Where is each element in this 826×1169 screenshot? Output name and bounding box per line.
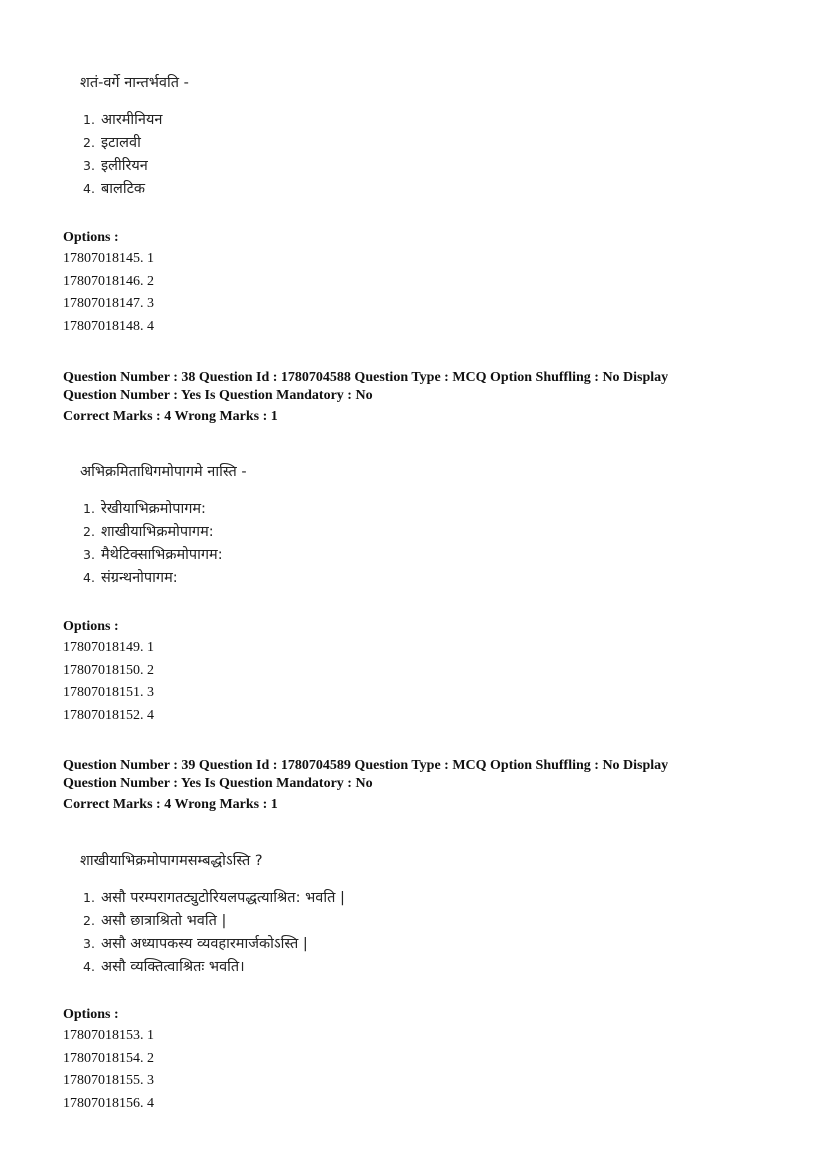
option-id: 17807018145. 1 bbox=[63, 251, 154, 266]
choice-item: 3. असौ अध्यापकस्य व्यवहारमार्जकोऽस्ति | bbox=[83, 936, 308, 952]
choice-item: 1. रेखीयाभिक्रमोपागम: bbox=[83, 501, 206, 517]
question-meta-line: Question Number : 38 Question Id : 1780704588 Question Type : MCQ Option Shuffling : No Display bbox=[63, 370, 669, 385]
choice-item: 3. इलीरियन bbox=[83, 158, 148, 174]
option-id: 17807018149. 1 bbox=[63, 640, 154, 655]
choice-item: 2. शाखीयाभिक्रमोपागम: bbox=[83, 524, 214, 540]
choice-item: 2. इटालवी bbox=[83, 135, 141, 151]
options-list bbox=[63, 1025, 154, 1115]
option-id: 17807018154. 2 bbox=[63, 1050, 154, 1066]
question-39-meta bbox=[63, 757, 668, 814]
question-meta-line: Question Number : Yes Is Question Mandatory : No bbox=[63, 388, 373, 403]
question-37-choices bbox=[80, 108, 162, 200]
choice-item: 3. मैथेटिक्साभिक्रमोपागम: bbox=[83, 547, 223, 563]
question-39-text: शाखीयाभिक्रमोपागमसम्बद्धोऽस्ति ? bbox=[80, 853, 263, 869]
question-meta-line: Question Number : 39 Question Id : 1780704589 Question Type : MCQ Option Shuffling : No Display bbox=[63, 758, 669, 773]
choice-item: 4. संग्रन्थनोपागम: bbox=[83, 570, 178, 586]
option-id: 17807018153. 1 bbox=[63, 1028, 154, 1043]
marks-line: Correct Marks : 4 Wrong Marks : 1 bbox=[63, 797, 278, 812]
choice-item: 4. बालटिक bbox=[83, 181, 146, 197]
options-heading: Options : bbox=[63, 230, 119, 245]
option-id: 17807018147. 3 bbox=[63, 296, 154, 312]
option-id: 17807018146. 2 bbox=[63, 273, 154, 289]
question-37-text: शतं-वर्गे नान्तर्भवति - bbox=[80, 75, 189, 91]
option-id: 17807018152. 4 bbox=[63, 707, 154, 723]
choice-item: 2. असौ छात्राश्रितो भवति | bbox=[83, 913, 227, 929]
question-39-choices bbox=[80, 886, 345, 978]
question-38-meta bbox=[63, 369, 668, 426]
option-id: 17807018151. 3 bbox=[63, 685, 154, 701]
question-meta-line: Question Number : Yes Is Question Mandatory : No bbox=[63, 776, 373, 791]
marks-line: Correct Marks : 4 Wrong Marks : 1 bbox=[63, 409, 278, 424]
options-list bbox=[63, 637, 154, 727]
choice-item: 4. असौ व्यक्तित्वाश्रितः भवति। bbox=[83, 959, 245, 975]
question-38-choices bbox=[80, 497, 223, 589]
choice-item: 1. आरमीनियन bbox=[83, 112, 163, 128]
option-id: 17807018150. 2 bbox=[63, 662, 154, 678]
option-id: 17807018156. 4 bbox=[63, 1095, 154, 1111]
question-38-text: अभिक्रमिताधिगमोपागमे नास्ति - bbox=[80, 464, 247, 480]
choice-item: 1. असौ परम्परागतट्युटोरियलपद्धत्याश्रित: भवति | bbox=[83, 890, 345, 906]
option-id: 17807018155. 3 bbox=[63, 1073, 154, 1089]
options-list bbox=[63, 248, 154, 338]
options-heading: Options : bbox=[63, 1007, 119, 1022]
options-heading: Options : bbox=[63, 619, 119, 634]
option-id: 17807018148. 4 bbox=[63, 318, 154, 334]
